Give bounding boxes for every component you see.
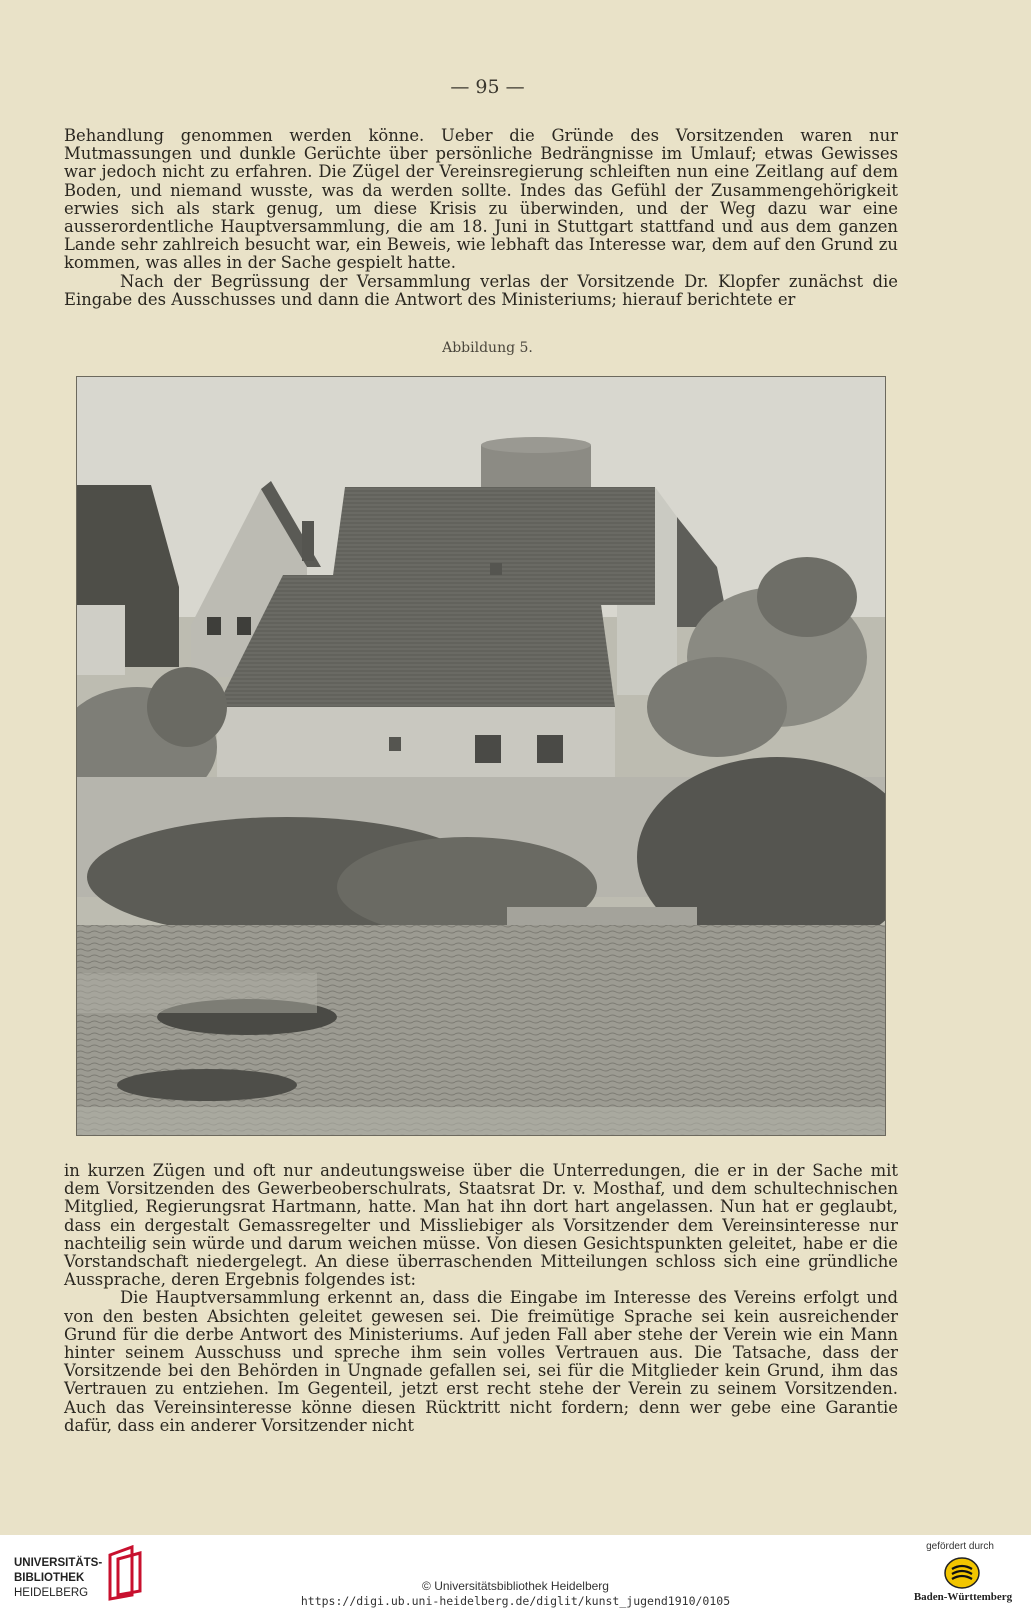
- paragraph: Nach der Begrüssung der Versammlung verlas der Vorsitzende Dr. Klopfer zunächst die Eingabe des Ausschusses und dann die Antwort des Ministeriums; hierauf berichtete er: [64, 271, 898, 309]
- paragraph: in kurzen Zügen und oft nur andeutungsweise über die Unterredungen, die er in der Sache mit dem Vorsitzenden des Gewerbeoberschulrats, Staatsrat Dr. v. Mosthaf, und dem schultechnischen Mitglied, Regierungsrat Hartmann, hatte. Man hat ihn dort hart angelassen. Nun hat er geglaubt, dass ein dergestalt Gemassregelter und Missliebiger als Vorsitzender dem Vereinsinteresse nur nachteilig sein würde und darum weichen müsse. Von diesen Gesichtspunkten geleitet, habe er die Vorstandschaft niedergelegt. An diese überraschenden Mitteilungen schloss sich eine gründliche Aussprache, deren Ergebnis folgendes ist:: [64, 1161, 898, 1290]
- funded-by-label: gefördert durch: [926, 1541, 994, 1552]
- library-name-line1: UNIVERSITÄTS-: [14, 1557, 103, 1569]
- body-text-bottom: [64, 1162, 898, 1435]
- paragraph: Die Hauptversammlung erkennt an, dass die Eingabe im Interesse des Vereins erfolgt und von den besten Absichten geleitet gewesen sei. Die freimütige Sprache sei kein ausreichender Grund für die derbe Antwort des Ministeriums. Auf jeden Fall aber stehe der Verein wie ein Mann hinter seinem Ausschuss und spreche ihm sein volles Vertrauen aus. Die Tatsache, dass der Vorsitzende bei den Behörden in Ungnade gefallen sei, sei für die Mitglieder kein Grund, ihm das Vertrauen zu entziehen. Im Gegenteil, jetzt erst recht stehe der Verein zu seinem Vorsitzenden. Auch das Vereinsinteresse könne diesen Rücktritt nicht fordern; denn wer gebe eine Garantie dafür, dass ein anderer Vorsitzender nicht: [64, 1288, 898, 1435]
- library-name-line2: BIBLIOTHEK: [14, 1572, 85, 1584]
- figure-illustration: [76, 376, 886, 1136]
- footer-bar: [0, 1535, 1031, 1609]
- baden-wuerttemberg-crest-icon: [944, 1557, 980, 1589]
- page-number: — 95 —: [450, 76, 525, 98]
- permalink-url[interactable]: https://digi.ub.uni-heidelberg.de/diglit/kunst_jugend1910/0105: [300, 1594, 731, 1608]
- library-name-line3: HEIDELBERG: [14, 1587, 89, 1599]
- figure-caption: Abbildung 5.: [442, 340, 533, 356]
- body-text-top: [64, 127, 898, 309]
- state-name: Baden-Württemberg: [913, 1591, 1013, 1603]
- house-river-illustration: [77, 377, 885, 1135]
- paragraph: Behandlung genommen werden könne. Ueber die Gründe des Vorsitzenden waren nur Mutmassungen und dunkle Gerüchte über persönliche Bedrängnisse im Umlauf; etwas Gewisses war jedoch nicht zu erfahren. Die Zügel der Vereinsregierung schleiften nun eine Zeitlang auf dem Boden, und niemand wusste, was da werden sollte. Indes das Gefühl der Zusammengehörigkeit erwies sich als stark genug, um diese Krisis zu überwinden, und der Weg dazu war eine ausserordentliche Hauptversammlung, die am 18. Juni in Stuttgart stattfand und aus dem ganzen Lande sehr zahlreich besucht war, ein Beweis, wie lebhaft das Interesse war, dem auf den Grund zu kommen, was alles in der Sache gespielt hatte.: [64, 126, 898, 273]
- copyright-text: © Universitätsbibliothek Heidelberg: [422, 1579, 609, 1593]
